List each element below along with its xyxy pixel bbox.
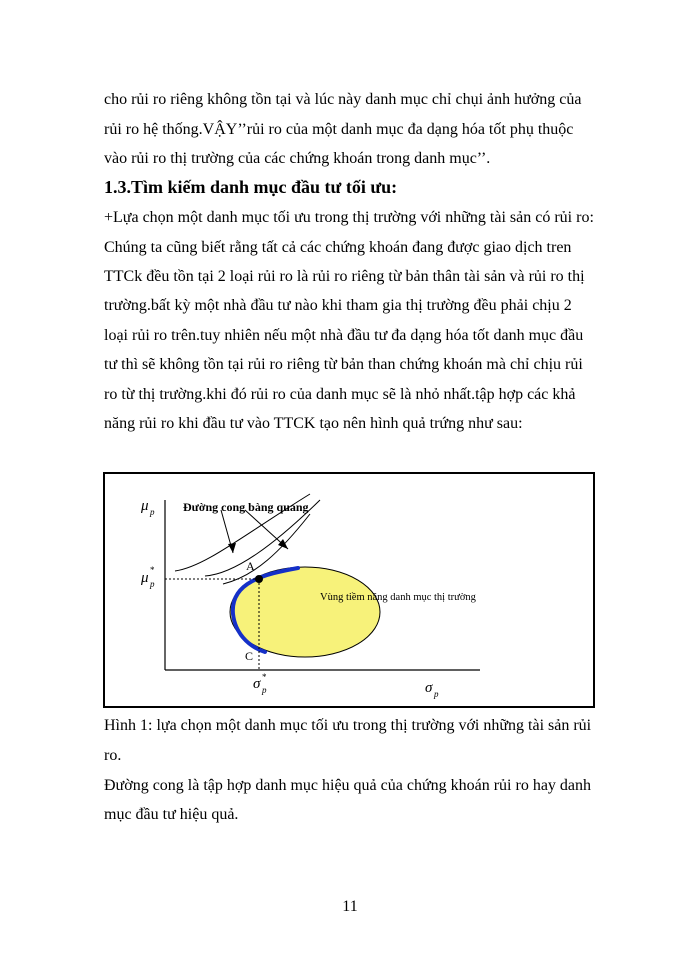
body-text-line: tư thì sẽ không tồn tại rủi ro riêng từ bản than chứng khoán mà chỉ chịu rủi <box>104 356 583 373</box>
arrowhead-1 <box>228 543 236 553</box>
body-text-line: +Lựa chọn một danh mục tối ưu trong thị trường với những tài sản có rủi ro: <box>104 209 594 226</box>
figure-caption-line: Hình 1: lựa chọn một danh mục tối ưu trong thị trường với những tài sản rủi <box>104 717 592 734</box>
body-text-line: Đường cong là tập hợp danh mục hiệu quả của chứng khoán rủi ro hay danh <box>104 777 592 794</box>
point-c-label: C <box>245 649 254 663</box>
region-label: Vùng tiềm năng danh mục thị trường <box>320 592 476 603</box>
figure-caption-line: ro. <box>104 747 122 764</box>
mu-star-label: μ <box>141 570 149 586</box>
point-a-label: A <box>246 559 255 573</box>
body-text-line: cho rủi ro riêng không tồn tại và lúc này danh mục chỉ chụi ảnh hưởng của <box>104 91 582 108</box>
body-text-line: trường.bất kỳ một nhà đầu tư nào khi tham gia thị trường đều phải chịu 2 <box>104 297 572 314</box>
y-axis-label-sub: p <box>150 507 155 517</box>
figure-frame <box>103 472 595 708</box>
sigma-star-label: σ <box>253 676 261 692</box>
body-text-line: mục đầu tư hiệu quả. <box>104 806 239 823</box>
y-axis-label: μ <box>141 498 149 514</box>
body-text-line: Chúng ta cũng biết rằng tất cả các chứng khoán đang được giao dịch tren <box>104 239 572 256</box>
x-axis-label-sub: p <box>434 689 439 699</box>
tangent-point-a <box>255 575 263 583</box>
mu-star-sub: p <box>150 579 155 589</box>
body-text-line: TTCk đều tồn tại 2 loại rủi ro là rủi ro riêng từ bản thân tài sản và rủi ro thị <box>104 268 585 285</box>
sigma-star-sub: p <box>262 685 267 695</box>
body-text-line: vào rủi ro thị trường của các chứng khoán trong danh mục’’. <box>104 150 491 167</box>
x-axis-label: σ <box>425 680 433 696</box>
arrowhead-2 <box>278 539 288 549</box>
section-heading: 1.3.Tìm kiếm danh mục đầu tư tối ưu: <box>104 177 398 197</box>
body-text-line: rủi ro hệ thống.VẬY’’rủi ro của một danh mục đa dạng hóa tốt phụ thuộc <box>104 121 574 138</box>
page-number: 11 <box>342 898 358 915</box>
sigma-star-superscript: * <box>262 672 267 682</box>
efficient-frontier-diagram <box>105 474 593 706</box>
body-text-line: ro từ thị trường.khi đó rủi ro của danh mục sẽ là nhỏ nhất.tập hợp các khả <box>104 386 576 403</box>
mu-star-superscript: * <box>150 565 155 575</box>
indifference-curve-label: Đường cong bàng quang <box>183 500 309 514</box>
body-text-line: loại rủi ro trên.tuy nhiên nếu một nhà đầu tư đa dạng hóa tốt danh mục đầu <box>104 327 584 344</box>
body-text-line: năng rủi ro khi đầu tư vào TTCK tạo nên hình quả trứng như sau: <box>104 415 523 432</box>
